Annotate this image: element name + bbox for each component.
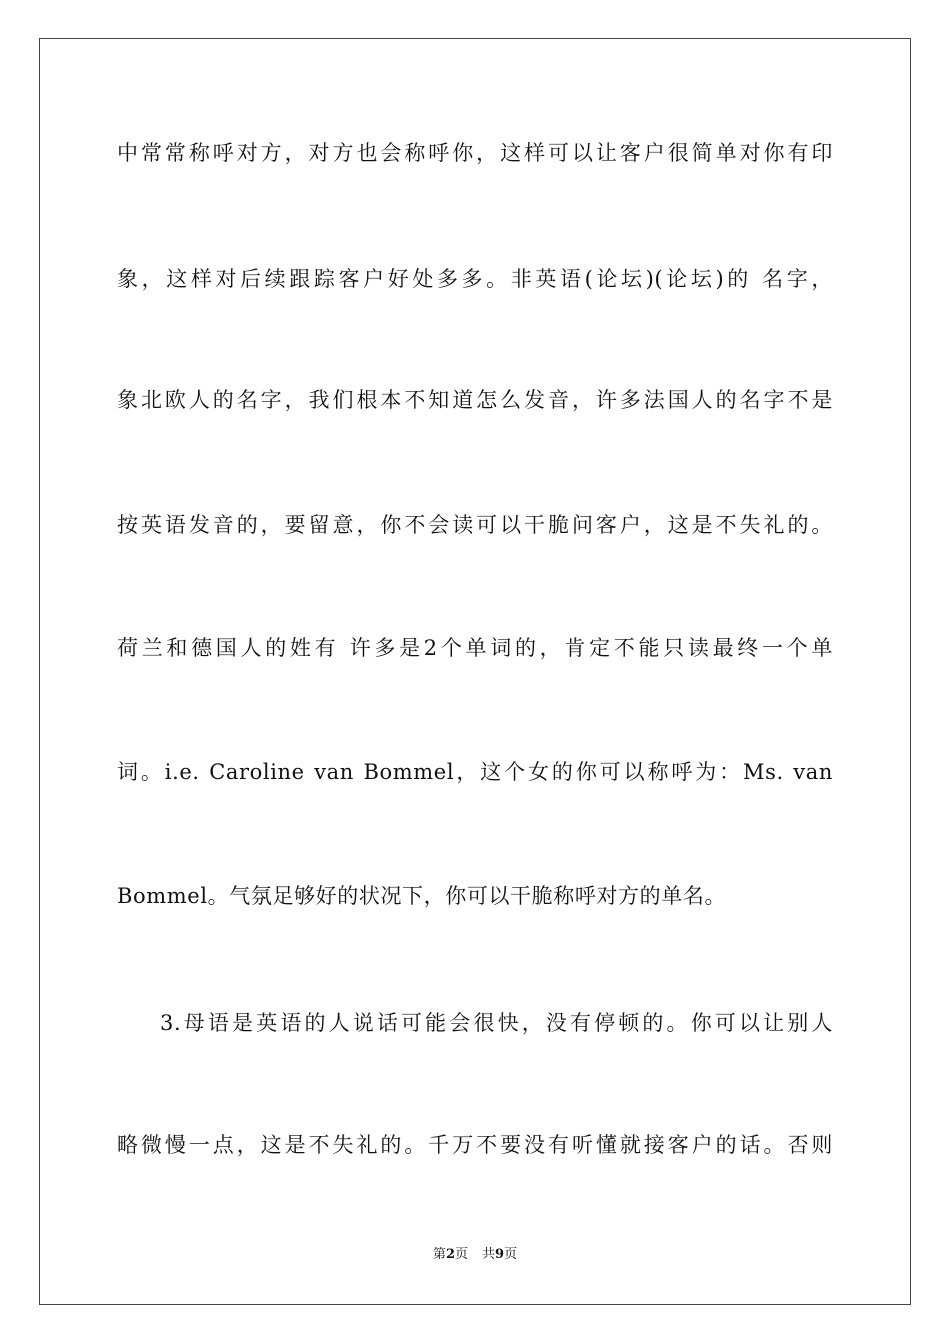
text-line-8: 3.母语是英语的人说话可能会很快，没有停顿的。你可以让别人 bbox=[160, 1011, 833, 1035]
total-pages: 9 bbox=[495, 1247, 505, 1262]
text-line-5: 荷兰和德国人的姓有 许多是2个单词的，肯定不能只读最终一个单 bbox=[117, 636, 833, 660]
text-line-9: 略微慢一点，这是不失礼的。千万不要没有听懂就接客户的话。否则 bbox=[117, 1133, 833, 1157]
page-prefix: 第 bbox=[432, 1247, 446, 1262]
text-line-1: 中常常称呼对方，对方也会称呼你，这样可以让客户很简单对你有印 bbox=[117, 141, 833, 165]
text-line-6: 词。i.e. Caroline van Bommel，这个女的你可以称呼为：Ms. van bbox=[117, 760, 833, 784]
text-line-7: Bommel。气氛足够好的状况下，你可以干脆称呼对方的单名。 bbox=[117, 884, 727, 908]
page-number: 2 bbox=[445, 1247, 455, 1262]
total-prefix: 共 bbox=[482, 1247, 496, 1262]
page-suffix: 页 bbox=[454, 1247, 468, 1262]
text-line-2: 象，这样对后续跟踪客户好处多多。非英语(论坛)(论坛)的 名字， bbox=[117, 267, 833, 291]
text-line-4: 按英语发音的，要留意，你不会读可以干脆问客户，这是不失礼的。 bbox=[117, 513, 833, 537]
page-footer bbox=[0, 1246, 950, 1264]
total-suffix: 页 bbox=[504, 1247, 518, 1262]
text-line-3: 象北欧人的名字，我们根本不知道怎么发音，许多法国人的名字不是 bbox=[117, 388, 833, 412]
